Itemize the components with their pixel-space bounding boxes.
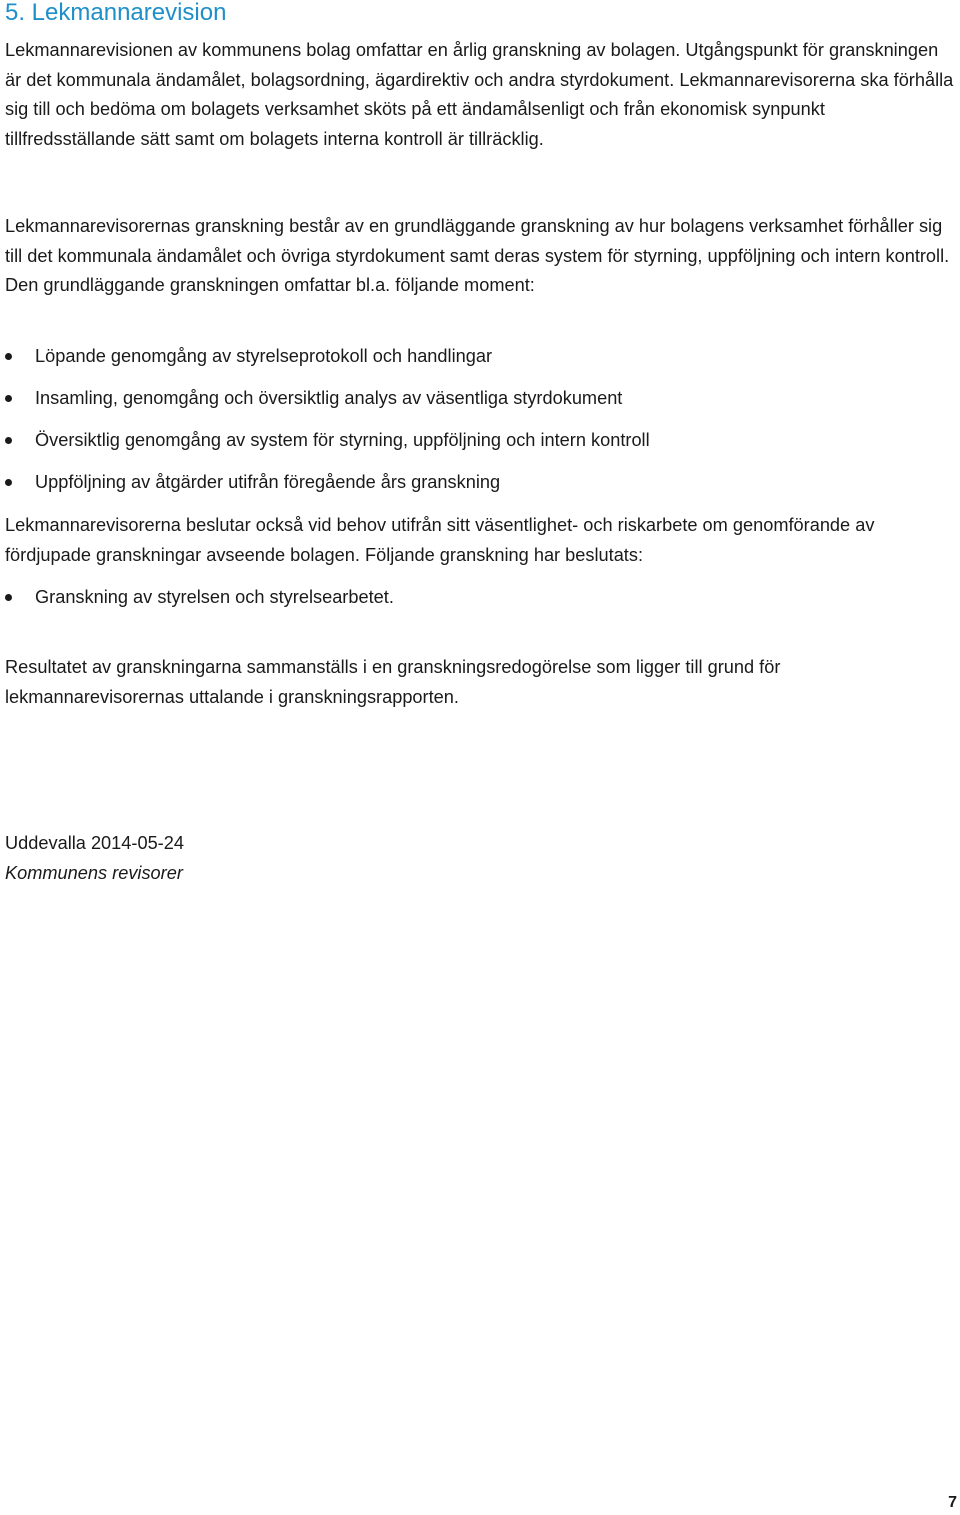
list-item (5, 583, 957, 625)
bullet-list-beslutade (5, 583, 957, 625)
list-item (5, 384, 957, 426)
bullet-icon (5, 395, 12, 402)
section-heading: 5. Lekmannarevision (5, 0, 227, 26)
paragraph-fordjupade: Lekmannarevisorerna beslutar också vid behov utifrån sitt väsentlighet- och riskarbete om genomförande av fördjupade granskningar avseende bolagen. Följande granskning har beslutats: (5, 515, 875, 565)
paragraph-intro: Lekmannarevisionen av kommunens bolag omfattar en årlig granskning av bolagen. Utgångspunkt för granskningen är det kommunala ändamålet, bolagsordning, ägardirektiv och andra styrdokument. Lekmannarevisorerna ska förhålla sig till och bedöma om bolagets verksamhet sköts på ett ändamålsenligt och från ekonomisk synpunkt tillfredsställande sätt samt om bolagets interna kontroll är tillräcklig. (5, 40, 954, 150)
paragraph-resultat: Resultatet av granskningarna sammanställs i en granskningsredogörelse som ligger till grund för lekmannarevisorernas uttalande i granskningsrapporten. (5, 657, 781, 707)
list-item (5, 342, 957, 384)
page-number: 7 (948, 1494, 957, 1511)
paragraph-granskning: Lekmannarevisorernas granskning består av en grundläggande granskning av hur bolagens verksamhet förhåller sig till det kommunala ändamålet och övriga styrdokument samt deras system för styrning, uppföljning och intern kontroll. Den grundläggande granskningen omfattar bl.a. följande moment: (5, 216, 950, 296)
list-item-text: Uppföljning av åtgärder utifrån föregående års granskning (35, 472, 501, 492)
bullet-list-moment (5, 342, 957, 510)
place-date: Uddevalla 2014-05-24 (5, 833, 184, 853)
list-item-text: Granskning av styrelsen och styrelsearbetet. (35, 587, 394, 607)
list-item-text: Insamling, genomgång och översiktlig analys av väsentliga styrdokument (35, 388, 623, 408)
bullet-icon (5, 353, 12, 360)
list-item (5, 426, 957, 468)
list-item-text: Översiktlig genomgång av system för styrning, uppföljning och intern kontroll (35, 430, 650, 450)
bullet-icon (5, 594, 12, 601)
list-item-text: Löpande genomgång av styrelseprotokoll och handlingar (35, 346, 493, 366)
signature: Kommunens revisorer (5, 863, 183, 883)
list-item (5, 468, 957, 510)
bullet-icon (5, 479, 12, 486)
bullet-icon (5, 437, 12, 444)
